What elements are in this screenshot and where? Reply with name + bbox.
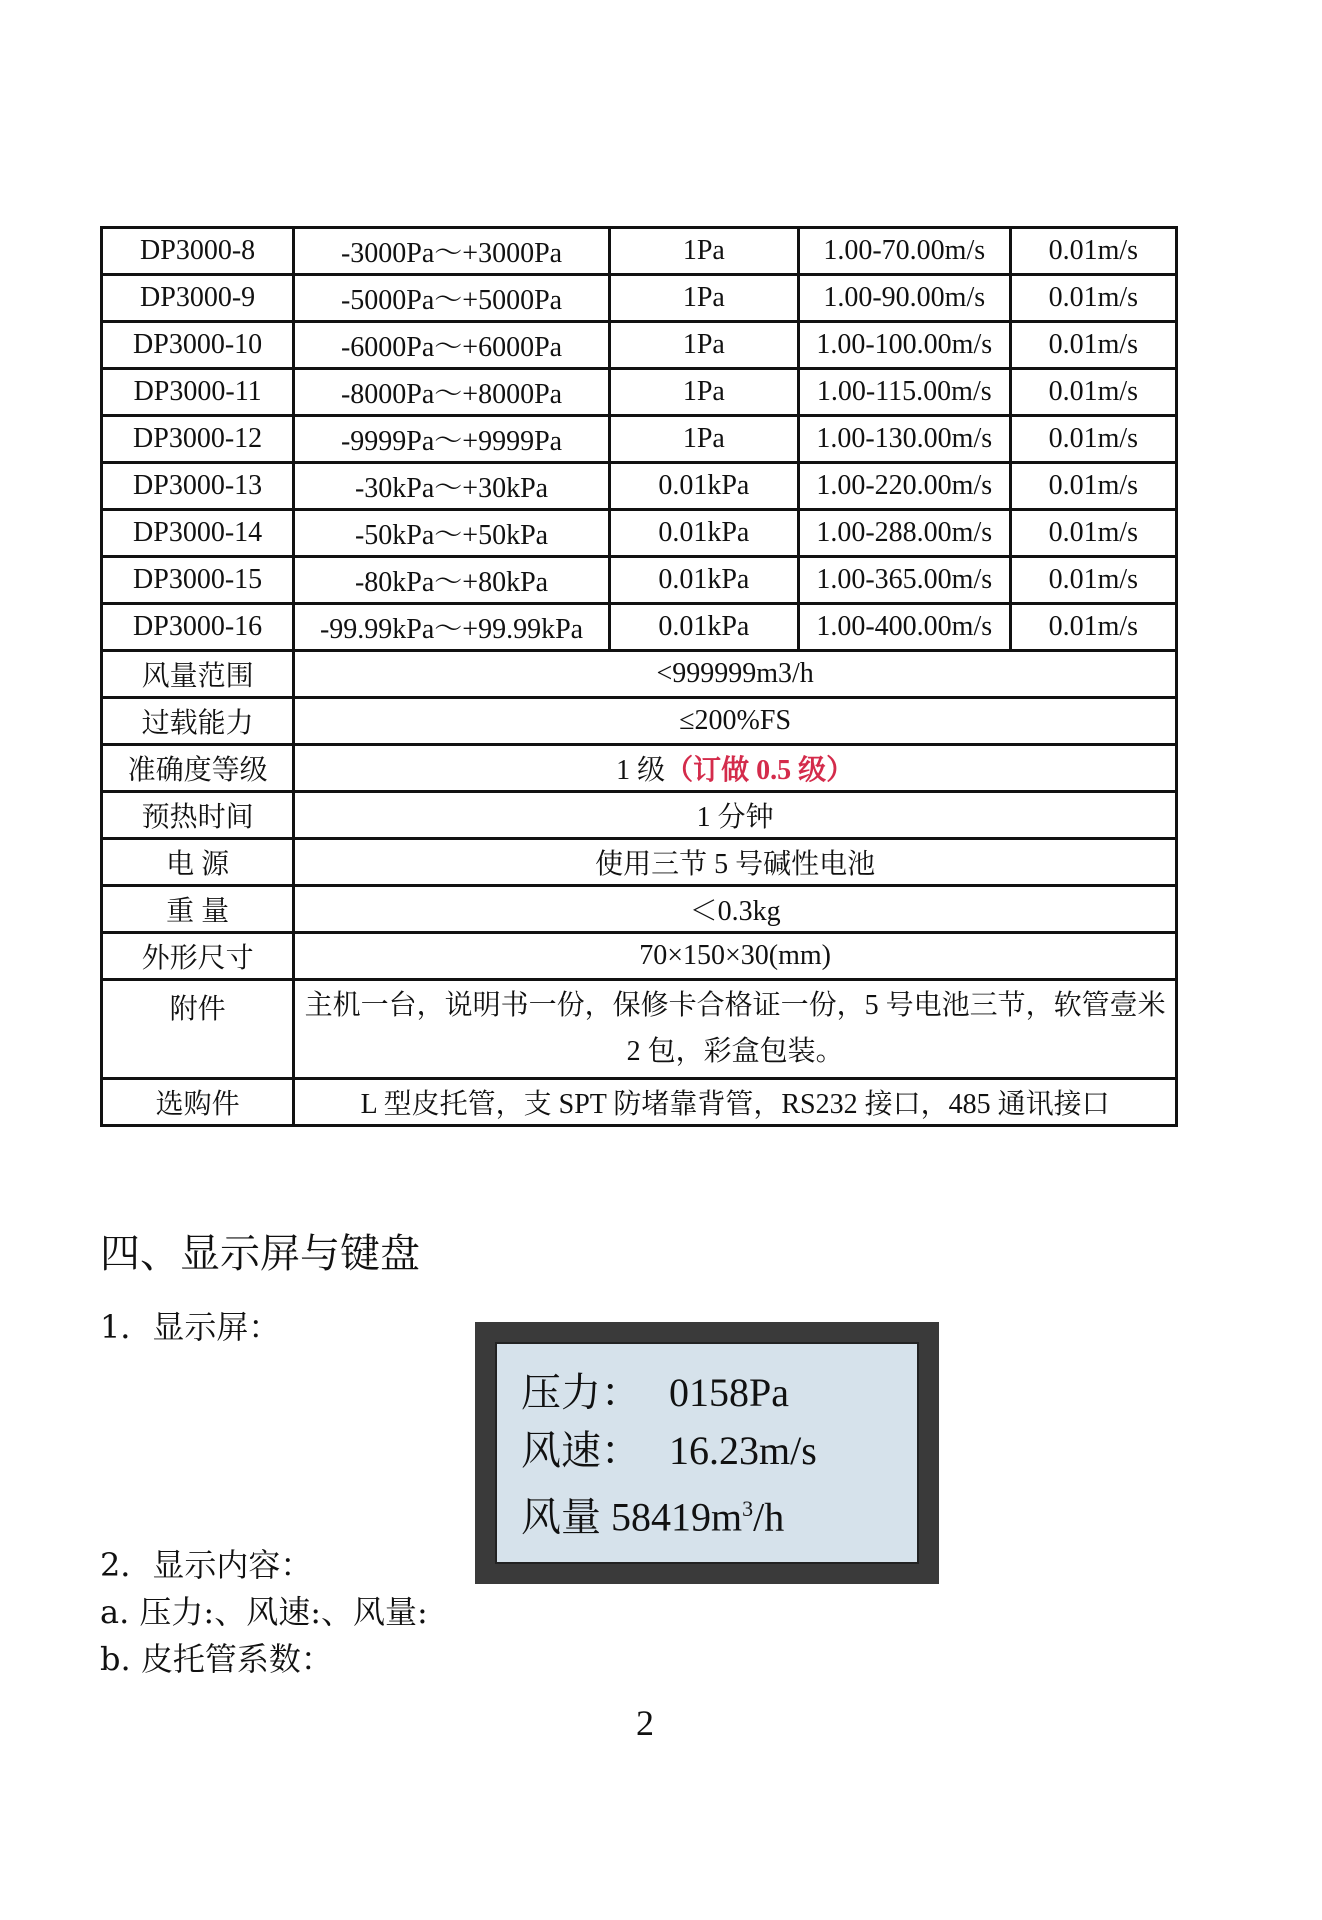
- table-row: [102, 275, 1177, 322]
- cell-model: DP3000-15: [102, 557, 294, 604]
- lcd-flow-unit: /h: [753, 1494, 785, 1540]
- cell-resolution: 1Pa: [609, 275, 798, 322]
- warmup-value: 1 分钟: [294, 792, 1177, 839]
- lcd-pressure-label: 压力：: [521, 1370, 641, 1415]
- cell-speed: 1.00-288.00m/s: [798, 510, 1010, 557]
- table-row: [102, 228, 1177, 275]
- cell-range: -99.99kPa～+99.99kPa: [294, 604, 610, 651]
- lcd-screen: [495, 1342, 919, 1564]
- cell-speed-res: 0.01m/s: [1010, 228, 1176, 275]
- table-row: [102, 792, 1177, 839]
- table-row: [102, 886, 1177, 933]
- lcd-flow-value: 58419m: [611, 1494, 743, 1540]
- lcd-flow-line: [521, 1480, 917, 1546]
- cell-speed: 1.00-130.00m/s: [798, 416, 1010, 463]
- overload-label: 过载能力: [102, 698, 294, 745]
- accuracy-cell: [294, 745, 1177, 792]
- cell-range: -8000Pa～+8000Pa: [294, 369, 610, 416]
- lcd-flow-exp: 3: [742, 1496, 754, 1521]
- cell-model: DP3000-13: [102, 463, 294, 510]
- warmup-label: 预热时间: [102, 792, 294, 839]
- lcd-flow-label: 风量: [521, 1494, 601, 1540]
- cell-resolution: 1Pa: [609, 228, 798, 275]
- cell-speed-res: 0.01m/s: [1010, 510, 1176, 557]
- item-display-screen: 1．显示屏：: [100, 1308, 281, 1346]
- accuracy-value: 1 级: [616, 755, 666, 786]
- size-label: 外形尺寸: [102, 933, 294, 980]
- cell-speed-res: 0.01m/s: [1010, 604, 1176, 651]
- options-value: L 型皮托管，支 SPT 防堵靠背管，RS232 接口，485 通讯接口: [294, 1079, 1177, 1126]
- cell-range: -50kPa～+50kPa: [294, 510, 610, 557]
- cell-model: DP3000-8: [102, 228, 294, 275]
- spec-table: [100, 226, 1178, 1127]
- cell-model: DP3000-16: [102, 604, 294, 651]
- table-row: [102, 510, 1177, 557]
- cell-model: DP3000-12: [102, 416, 294, 463]
- options-label: 选购件: [102, 1079, 294, 1126]
- item-b: b. 皮托管系数：: [100, 1640, 333, 1678]
- table-row: [102, 604, 1177, 651]
- weight-value: ＜0.3kg: [294, 886, 1177, 933]
- table-row: [102, 980, 1177, 1079]
- accuracy-note: （订做 0.5 级）: [665, 755, 855, 786]
- cell-speed: 1.00-90.00m/s: [798, 275, 1010, 322]
- cell-resolution: 0.01kPa: [609, 510, 798, 557]
- item-display-content: 2．显示内容：: [100, 1546, 313, 1584]
- cell-resolution: 1Pa: [609, 416, 798, 463]
- cell-speed: 1.00-400.00m/s: [798, 604, 1010, 651]
- table-row: [102, 557, 1177, 604]
- section-title: 四、显示屏与键盘: [100, 1231, 420, 1277]
- table-row: [102, 651, 1177, 698]
- table-row: [102, 839, 1177, 886]
- table-row: [102, 745, 1177, 792]
- cell-model: DP3000-9: [102, 275, 294, 322]
- cell-model: DP3000-11: [102, 369, 294, 416]
- table-row: [102, 322, 1177, 369]
- cell-range: -5000Pa～+5000Pa: [294, 275, 610, 322]
- table-row: [102, 698, 1177, 745]
- table-row: [102, 463, 1177, 510]
- cell-model: DP3000-10: [102, 322, 294, 369]
- size-value: 70×150×30(mm): [294, 933, 1177, 980]
- item-a: a. 压力:、风速:、风量:: [100, 1593, 428, 1631]
- cell-range: -3000Pa～+3000Pa: [294, 228, 610, 275]
- lcd-speed-label: 风速：: [521, 1428, 641, 1473]
- weight-label: 重 量: [102, 886, 294, 933]
- page-number: 2: [636, 1703, 654, 1743]
- cell-speed-res: 0.01m/s: [1010, 322, 1176, 369]
- cell-resolution: 0.01kPa: [609, 604, 798, 651]
- cell-speed: 1.00-365.00m/s: [798, 557, 1010, 604]
- cell-speed-res: 0.01m/s: [1010, 369, 1176, 416]
- spec-rows: [102, 651, 1177, 1126]
- cell-speed-res: 0.01m/s: [1010, 416, 1176, 463]
- cell-resolution: 0.01kPa: [609, 463, 798, 510]
- lcd-pressure-line: [521, 1364, 917, 1422]
- power-label: 电 源: [102, 839, 294, 886]
- cell-resolution: 1Pa: [609, 322, 798, 369]
- cell-range: -80kPa～+80kPa: [294, 557, 610, 604]
- lcd-speed-value: 16.23m/s: [669, 1428, 817, 1473]
- power-value: 使用三节 5 号碱性电池: [294, 839, 1177, 886]
- cell-speed: 1.00-220.00m/s: [798, 463, 1010, 510]
- cell-resolution: 1Pa: [609, 369, 798, 416]
- lcd-display: [475, 1322, 939, 1584]
- accessories-value: 主机一台，说明书一份，保修卡合格证一份，5 号电池三节，软管壹米 2 包，彩盒包装。: [294, 980, 1177, 1079]
- cell-resolution: 0.01kPa: [609, 557, 798, 604]
- cell-speed-res: 0.01m/s: [1010, 557, 1176, 604]
- airflow-value: <999999m3/h: [294, 651, 1177, 698]
- cell-speed-res: 0.01m/s: [1010, 275, 1176, 322]
- table-row: [102, 369, 1177, 416]
- cell-speed: 1.00-70.00m/s: [798, 228, 1010, 275]
- lcd-speed-line: [521, 1422, 917, 1480]
- cell-range: -6000Pa～+6000Pa: [294, 322, 610, 369]
- table-row: [102, 933, 1177, 980]
- table-row: [102, 1079, 1177, 1126]
- cell-speed: 1.00-115.00m/s: [798, 369, 1010, 416]
- cell-range: -9999Pa～+9999Pa: [294, 416, 610, 463]
- airflow-label: 风量范围: [102, 651, 294, 698]
- model-rows: [102, 228, 1177, 651]
- overload-value: ≤200%FS: [294, 698, 1177, 745]
- cell-speed: 1.00-100.00m/s: [798, 322, 1010, 369]
- table-row: [102, 416, 1177, 463]
- accessories-label: 附件: [102, 980, 294, 1079]
- accuracy-label: 准确度等级: [102, 745, 294, 792]
- lcd-pressure-value: 0158Pa: [669, 1370, 789, 1415]
- cell-range: -30kPa～+30kPa: [294, 463, 610, 510]
- cell-speed-res: 0.01m/s: [1010, 463, 1176, 510]
- cell-model: DP3000-14: [102, 510, 294, 557]
